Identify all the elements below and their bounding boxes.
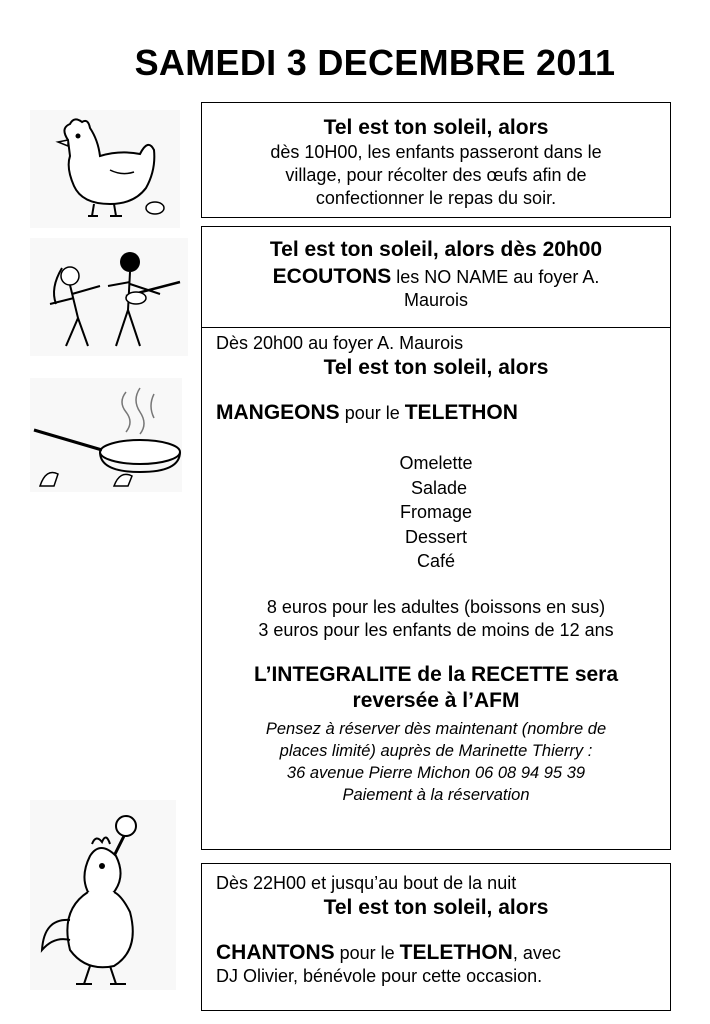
price-children: 3 euros pour les enfants de moins de 12 ans bbox=[258, 619, 614, 640]
frying-pan-illustration bbox=[30, 378, 182, 492]
singing-rooster-illustration bbox=[30, 800, 176, 990]
page-title: SAMEDI 3 DECEMBRE 2011 bbox=[134, 42, 616, 83]
menu-item: Fromage bbox=[399, 502, 473, 522]
dinner-pour: pour le bbox=[339, 403, 405, 423]
concert-venue: Maurois bbox=[403, 290, 469, 310]
menu-list bbox=[202, 451, 670, 574]
menu-item: Dessert bbox=[404, 526, 467, 547]
night-intro: Dès 22H00 et jusqu’au bout de la nuit bbox=[216, 873, 517, 893]
night-verb: CHANTONS bbox=[216, 941, 335, 964]
concert-text: les NO NAME au foyer A. bbox=[391, 267, 600, 287]
slogan: Tel est ton soleil, alors bbox=[323, 116, 549, 139]
night-singing-box bbox=[201, 863, 671, 1011]
concert-section bbox=[202, 227, 670, 328]
menu-item: Café bbox=[416, 551, 456, 571]
concert-verb: ECOUTONS bbox=[272, 265, 392, 288]
text-line: village, pour récolter des œufs afin de bbox=[285, 165, 587, 185]
morning-egg-collection-box bbox=[201, 102, 671, 218]
dinner-verb: MANGEONS bbox=[216, 401, 340, 424]
text-line: dès 10H00, les enfants passeront dans le bbox=[270, 142, 602, 162]
dinner-event: TELETHON bbox=[404, 401, 518, 424]
slogan: Tel est ton soleil, alors bbox=[323, 356, 549, 379]
price-adults: 8 euros pour les adultes (boissons en sus) bbox=[266, 596, 606, 617]
text-line: confectionner le repas du soir. bbox=[315, 188, 557, 208]
slogan: Tel est ton soleil, alors bbox=[323, 896, 549, 919]
dj-line: DJ Olivier, bénévole pour cette occasion. bbox=[216, 966, 543, 986]
musicians-illustration bbox=[30, 238, 188, 356]
night-pour: pour le bbox=[334, 943, 400, 963]
reservation-line: 36 avenue Pierre Michon 06 08 94 95 39 bbox=[286, 763, 586, 782]
menu-item: Omelette bbox=[399, 453, 473, 473]
reservation-line: places limité) auprès de Marinette Thierry : bbox=[279, 741, 593, 760]
announcement: L’INTEGRALITE de la RECETTE sera bbox=[253, 662, 619, 686]
dinner-section bbox=[202, 328, 670, 425]
concert-heading: Tel est ton soleil, alors dès 20h00 bbox=[269, 238, 603, 261]
reservation-line: Paiement à la réservation bbox=[342, 785, 530, 804]
menu-item: Salade bbox=[410, 477, 468, 498]
dinner-intro: Dès 20h00 au foyer A. Maurois bbox=[216, 333, 464, 353]
night-avec: , avec bbox=[512, 943, 561, 963]
reservation-line: Pensez à réserver dès maintenant (nombre de bbox=[265, 719, 607, 738]
announcement: reversée à l’AFM bbox=[352, 688, 520, 712]
chicken-illustration bbox=[30, 110, 180, 228]
evening-events-box bbox=[201, 226, 671, 850]
night-event: TELETHON bbox=[399, 941, 513, 964]
